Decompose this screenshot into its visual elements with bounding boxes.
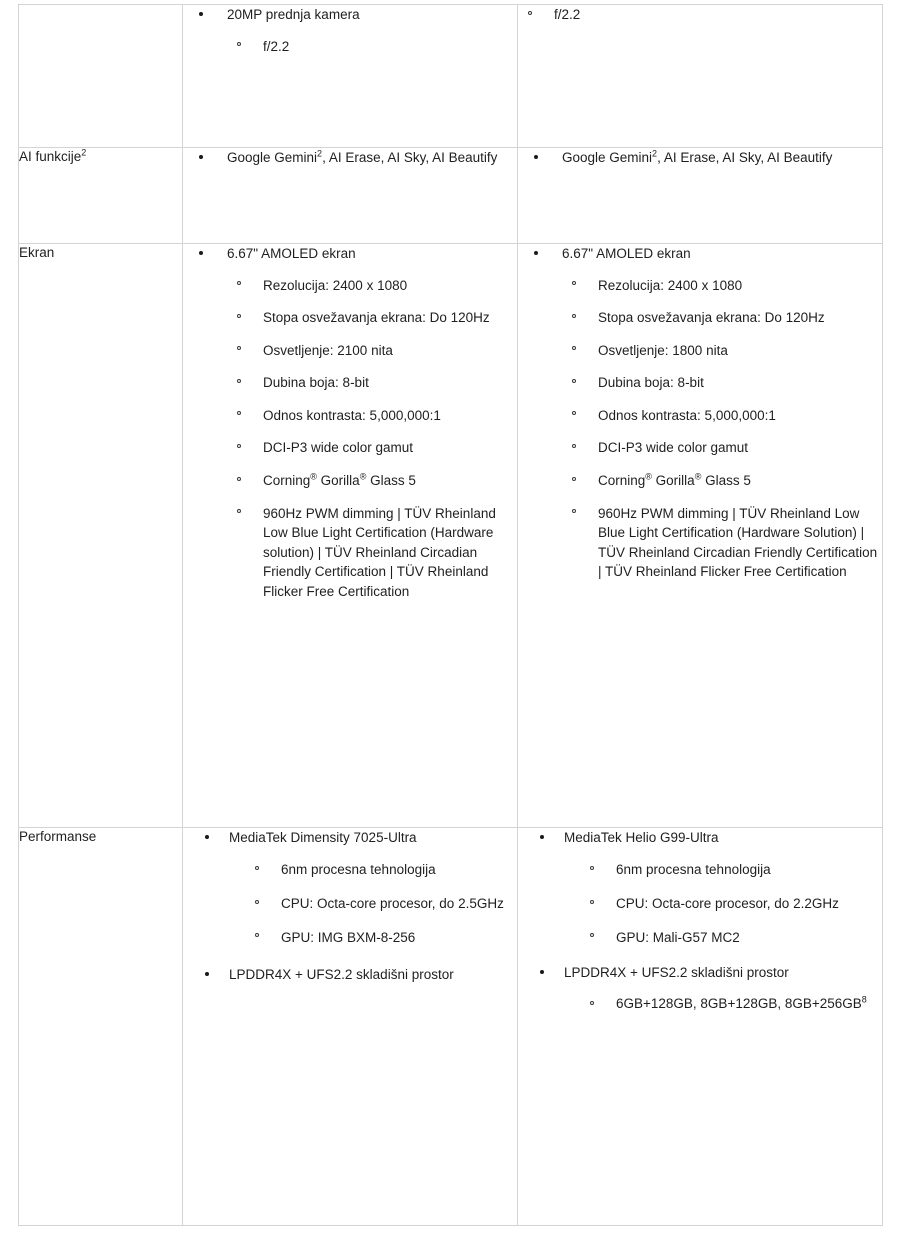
row-col1-cell: [183, 828, 518, 1226]
list-item: [183, 148, 517, 168]
list-item: [562, 308, 882, 328]
bullet-list-level3: [564, 994, 882, 1014]
bullet-list-level2: [227, 276, 517, 602]
circle-bullet-icon: [255, 900, 259, 904]
circle-bullet-icon: [237, 379, 241, 383]
bullet-list-level3: [229, 859, 517, 949]
row-label-cell: [19, 148, 183, 244]
list-item-text: MediaTek Helio G99-Ultra: [564, 830, 719, 845]
row-label-cell: [19, 244, 183, 828]
list-item: [227, 373, 517, 393]
disc-bullet-icon: [534, 251, 538, 255]
circle-bullet-icon: [255, 933, 259, 937]
list-item-text: Stopa osvežavanja ekrana: Do 120Hz: [263, 310, 490, 326]
row-label-cell: [19, 828, 183, 1226]
disc-bullet-icon: [540, 970, 544, 974]
list-item-text: LPDDR4X + UFS2.2 skladišni prostor: [229, 966, 454, 982]
bullet-list-level1: [518, 828, 882, 1014]
list-item-text: f/2.2: [263, 38, 290, 54]
list-item-text: f/2.2: [554, 7, 581, 22]
list-item: [227, 276, 517, 296]
circle-bullet-icon: [237, 477, 241, 481]
list-item: [562, 373, 882, 393]
row-label-cell: [19, 5, 183, 148]
disc-bullet-icon: [205, 972, 209, 976]
list-item: [518, 963, 882, 1014]
circle-bullet-icon: [255, 866, 259, 870]
circle-bullet-icon: [572, 444, 576, 448]
list-item-text: Dubina boja: 8-bit: [263, 375, 369, 391]
list-item-text: Dubina boja: 8-bit: [598, 375, 704, 391]
row-col2-cell: [518, 244, 883, 828]
circle-bullet-icon: [590, 1001, 594, 1005]
list-item: [227, 438, 517, 458]
spec-comparison-table: [18, 4, 883, 1226]
list-item-text: GPU: IMG BXM-8-256: [281, 929, 416, 945]
list-item-text: CPU: Octa-core procesor, do 2.2GHz: [616, 896, 839, 912]
list-item-text: 6nm procesna tehnologija: [616, 862, 771, 878]
circle-bullet-icon: [237, 281, 241, 285]
list-item: [183, 828, 517, 949]
list-item-text: Google Gemini$^2$, AI Erase, AI Sky, AI Beautify: [227, 148, 498, 165]
disc-bullet-icon: [199, 155, 203, 159]
circle-bullet-icon: [572, 379, 576, 383]
list-item-text: MediaTek Dimensity 7025-Ultra: [229, 830, 417, 845]
list-item: [518, 244, 882, 582]
row-label-superscript: 2: [81, 147, 87, 158]
bullet-list-level2: [227, 37, 517, 57]
list-item: [183, 965, 517, 985]
list-item-text: 960Hz PWM dimming | TÜV Rheinland Low Blue Light Certification (Hardware solution) | TÜV Rheinland Circadian Friendly Certification | TÜV Rheinland Flicker Free Certification: [263, 505, 496, 599]
list-item: [229, 927, 517, 949]
list-item-text: Rezolucija: 2400 x 1080: [263, 277, 408, 293]
list-item-text: Osvetljenje: 2100 nita: [263, 342, 393, 358]
bullet-list-level2: [562, 276, 882, 582]
list-item-text: DCI-P3 wide color gamut: [598, 440, 749, 456]
row-col1-cell: [183, 5, 518, 148]
list-item: [183, 5, 517, 56]
circle-bullet-icon: [237, 411, 241, 415]
list-item: [227, 341, 517, 361]
bullet-list-level1: [518, 244, 882, 582]
bullet-list-level1: [183, 828, 517, 985]
bullet-list-level2: [518, 5, 882, 25]
list-item: [562, 504, 882, 582]
circle-bullet-icon: [572, 509, 576, 513]
row-label-text: Ekran: [19, 245, 55, 260]
bullet-list-level1: [183, 148, 517, 168]
bullet-list-level1: [518, 148, 882, 168]
list-item-text: 6GB+128GB, 8GB+128GB, $8GB+256GB^8$: [616, 994, 867, 1012]
circle-bullet-icon: [572, 281, 576, 285]
row-label-text: Performanse: [19, 829, 97, 844]
circle-bullet-icon: [528, 11, 532, 15]
list-item: [227, 406, 517, 426]
row-label-text: AI funkcije: [19, 149, 82, 164]
table-row: [19, 5, 883, 148]
list-item-text: 6.67" AMOLED ekran: [562, 246, 691, 261]
circle-bullet-icon: [237, 444, 241, 448]
list-item-text: DCI-P3 wide color gamut: [263, 440, 414, 456]
list-item: [229, 859, 517, 881]
list-item: [183, 244, 517, 601]
list-item-text: Google Gemini$^2$, AI Erase, AI Sky, AI Beautify: [562, 148, 833, 165]
list-item: [564, 994, 882, 1014]
circle-bullet-icon: [572, 411, 576, 415]
list-item: [562, 406, 882, 426]
circle-bullet-icon: [572, 314, 576, 318]
disc-bullet-icon: [540, 835, 544, 839]
list-item: [564, 927, 882, 949]
circle-bullet-icon: [572, 346, 576, 350]
list-item: [562, 438, 882, 458]
list-item: [564, 859, 882, 881]
list-item-text: LPDDR4X + UFS2.2 skladišni prostor: [564, 964, 789, 980]
row-col2-cell: [518, 148, 883, 244]
row-col2-cell: [518, 5, 883, 148]
list-item: [227, 504, 517, 602]
list-item-text: CPU: Octa-core procesor, do 2.5GHz: [281, 896, 504, 912]
list-item-text: GPU: Mali-G57 MC2: [616, 929, 740, 945]
list-item: [518, 828, 882, 949]
row-col2-cell: [518, 828, 883, 1226]
list-item-text: Corning® Gorilla® Glass 5: [263, 471, 416, 488]
list-item: [229, 893, 517, 915]
disc-bullet-icon: [199, 12, 203, 16]
list-item: [227, 308, 517, 328]
list-item: [562, 471, 882, 491]
list-item-text: 6.67" AMOLED ekran: [227, 246, 356, 261]
list-item: [227, 37, 517, 57]
list-item-text: 960Hz PWM dimming | TÜV Rheinland Low Blue Light Certification (Hardware Solution) | TÜV Rheinland Circadian Friendly Certification | TÜV Rheinland Flicker Free Certification: [598, 505, 878, 580]
list-item: [518, 148, 882, 168]
list-item-text: Rezolucija: 2400 x 1080: [598, 277, 743, 293]
circle-bullet-icon: [572, 477, 576, 481]
circle-bullet-icon: [237, 509, 241, 513]
table-row: [19, 244, 883, 828]
row-col1-cell: [183, 244, 518, 828]
table-row: [19, 828, 883, 1226]
table-row: [19, 148, 883, 244]
disc-bullet-icon: [205, 835, 209, 839]
circle-bullet-icon: [237, 314, 241, 318]
bullet-list-level1: [183, 5, 517, 56]
disc-bullet-icon: [534, 155, 538, 159]
list-item-text: Odnos kontrasta: 5,000,000:1: [263, 407, 441, 423]
list-item-text: Osvetljenje: 1800 nita: [598, 342, 728, 358]
circle-bullet-icon: [237, 346, 241, 350]
list-item: [518, 5, 882, 25]
disc-bullet-icon: [199, 251, 203, 255]
circle-bullet-icon: [590, 933, 594, 937]
list-item-text: Corning® Gorilla® Glass 5: [598, 471, 751, 488]
list-item-text: Stopa osvežavanja ekrana: Do 120Hz: [598, 310, 825, 326]
list-item: [562, 341, 882, 361]
list-item: [564, 893, 882, 915]
list-item: [562, 276, 882, 296]
bullet-list-level3: [564, 859, 882, 949]
bullet-list-level1: [183, 244, 517, 601]
row-col1-cell: [183, 148, 518, 244]
list-item-text: 20MP prednja kamera: [227, 7, 360, 22]
circle-bullet-icon: [237, 42, 241, 46]
circle-bullet-icon: [590, 900, 594, 904]
list-item-text: Odnos kontrasta: 5,000,000:1: [598, 407, 776, 423]
circle-bullet-icon: [590, 866, 594, 870]
list-item-text: 6nm procesna tehnologija: [281, 862, 436, 878]
list-item: [227, 471, 517, 491]
